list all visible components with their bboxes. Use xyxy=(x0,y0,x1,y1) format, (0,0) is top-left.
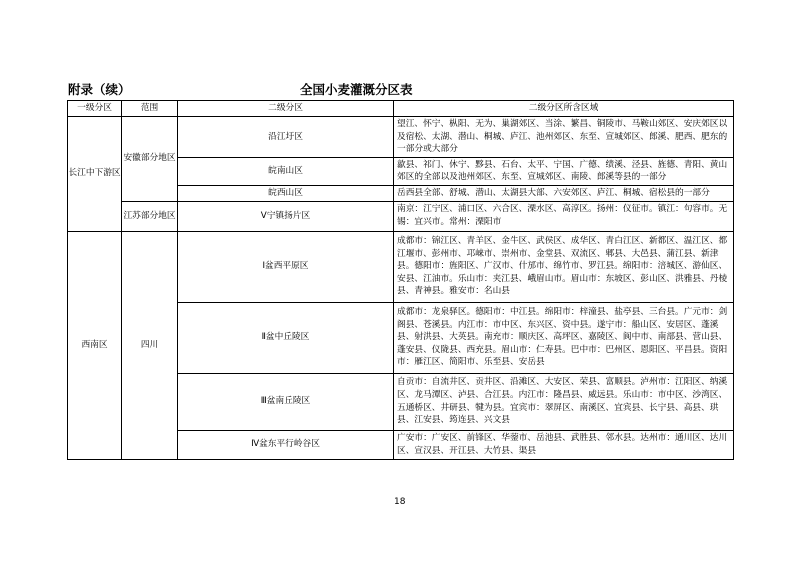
table-row xyxy=(68,117,734,158)
areas-cell: 成都市：锦江区、青羊区、金牛区、武侯区、成华区、青白江区、新都区、温江区、都江堰市、彭州市、邛崃市、崇州市、金堂县、双流区、郫县、大邑县、蒲江县、新津县。德阳市：旌阳区、广汉市、什邡市、绵竹市、罗江县。绵阳市：涪城区、游仙区、安县、江油市。乐山市：夹江县、峨眉山市。眉山市：东坡区、彭山区、洪雅县、丹棱县、青神县。雅安市：名山县 xyxy=(394,231,734,302)
zone-cell: Ⅲ盆南丘陵区 xyxy=(178,373,394,430)
irrigation-zone-table xyxy=(67,100,734,460)
zone-cell: Ⅱ盆中丘陵区 xyxy=(178,302,394,373)
scope-cell-jiangsu: 江苏部分地区 xyxy=(122,201,178,231)
column-header-areas: 二级分区所含区域 xyxy=(394,101,734,117)
zone-cell: 沿江圩区 xyxy=(178,117,394,158)
table-title: 全国小麦灌溉分区表 xyxy=(300,82,413,97)
table-row xyxy=(68,231,734,302)
areas-cell: 成都市：龙泉驿区。德阳市：中江县。绵阳市：梓潼县、盐亭县、三台县。广元市：剑阁县、苍溪县。内江市：市中区、东兴区、资中县。遂宁市：船山区、安居区、蓬溪县、射洪县、大英县。南充市：顺庆区、高坪区、嘉陵区、阆中市、南部县、营山县、蓬安县、仪陇县、西充县。眉山市：仁寿县。巴中市：巴州区、恩阳区、平昌县。资阳市：雁江区、简阳市、乐至县、安岳县 xyxy=(394,302,734,373)
zone-cell: Ⅳ盆东平行岭谷区 xyxy=(178,430,394,459)
region-cell-changjiang: 长江中下游区 xyxy=(68,117,122,232)
column-header-level2: 二级分区 xyxy=(178,101,394,117)
region-cell-xinan: 西南区 xyxy=(68,231,122,459)
scope-cell-sichuan: 四川 xyxy=(122,231,178,459)
zone-cell: 皖西山区 xyxy=(178,185,394,201)
column-header-level1: 一级分区 xyxy=(68,101,122,117)
zone-cell: Ⅴ宁镇扬片区 xyxy=(178,201,394,231)
table-header-row xyxy=(68,101,734,117)
areas-cell: 望江、怀宁、枞阳、无为、巢湖郊区、当涂、繁昌、铜陵市、马鞍山郊区、安庆郊区以及宿松、太湖、潜山、桐城、庐江、池州郊区、东至、宣城郊区、郎溪、肥西、肥东的一部分或大部分 xyxy=(394,117,734,158)
areas-cell: 岳西县全部、舒城、潜山、太湖县大部、六安郊区、庐江、桐城、宿松县的一部分 xyxy=(394,185,734,201)
appendix-label: 附录（续） xyxy=(68,82,131,97)
scope-cell-anhui: 安徽部分地区 xyxy=(122,117,178,202)
areas-cell: 歙县、祁门、休宁、黟县、石台、太平、宁国、广德、绩溪、泾县、旌德、青阳、黄山郊区的全部以及池州郊区、东至、宣城郊区、南陵、郎溪等县的一部分 xyxy=(394,157,734,185)
areas-cell: 广安市：广安区、前锋区、华蓥市、岳池县、武胜县、邻水县。达州市：通川区、达川区、宣汉县、开江县、大竹县、渠县 xyxy=(394,430,734,459)
page-number: 18 xyxy=(394,497,406,507)
areas-cell: 南京：江宁区、浦口区、六合区、溧水区、高淳区。扬州：仪征市。镇江：句容市。无锡：宜兴市。常州：溧阳市 xyxy=(394,201,734,231)
column-header-scope: 范围 xyxy=(122,101,178,117)
zone-cell: 皖南山区 xyxy=(178,157,394,185)
areas-cell: 自贡市：自流井区、贡井区、沿滩区、大安区、荣县、富顺县。泸州市：江阳区、纳溪区、龙马潭区、泸县、合江县。内江市：隆昌县、威远县。乐山市：市中区、沙湾区、五通桥区、井研县、犍为县。宜宾市：翠屏区、南溪区、宜宾县、长宁县、高县、珙县、江安县、筠连县、兴文县 xyxy=(394,373,734,430)
table-row xyxy=(68,201,734,231)
zone-cell: Ⅰ盆西平原区 xyxy=(178,231,394,302)
